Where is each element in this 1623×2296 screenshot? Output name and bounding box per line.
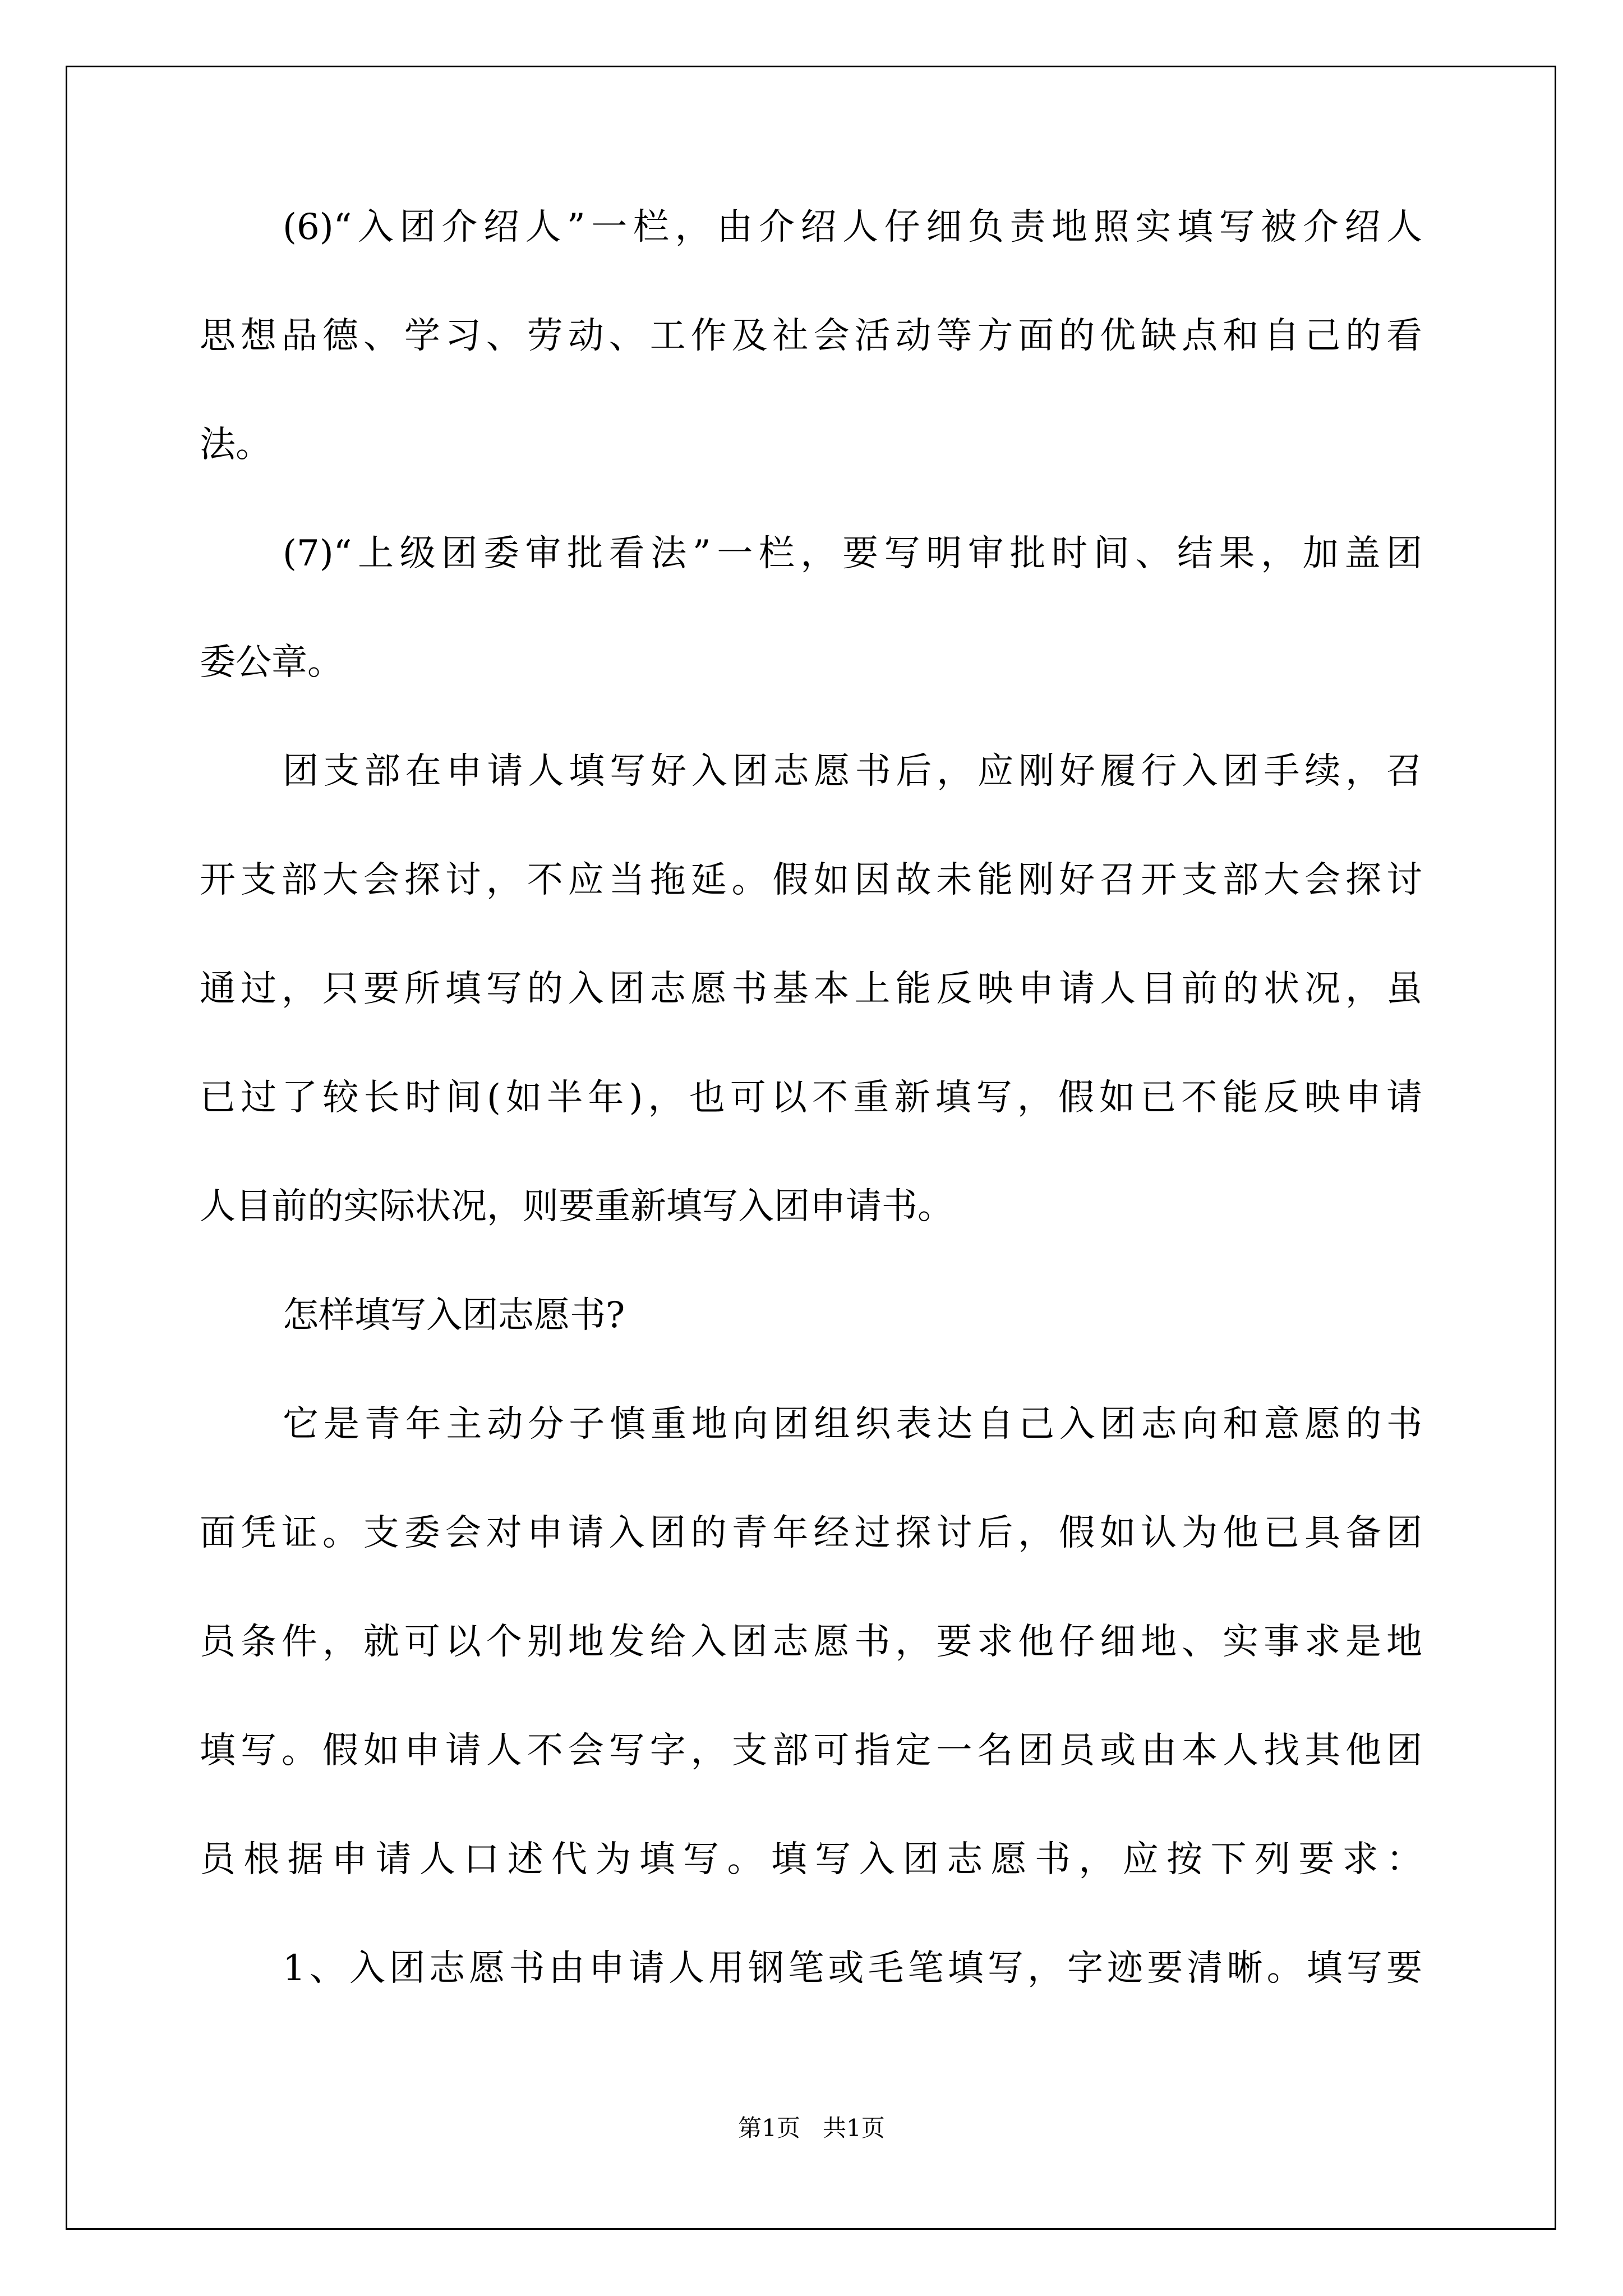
paragraph-line: 团支部在申请人填写好入团志愿书后，应刚好履行入团手续，召 — [283, 751, 1422, 792]
document-body — [200, 200, 1422, 2050]
paragraph-line: 已过了较长时间(如半年)，也可以不重新填写，假如已不能反映申请 — [200, 1077, 1422, 1119]
paragraph-line: 开支部大会探讨，不应当拖延。假如因故未能刚好召开支部大会探讨 — [200, 859, 1422, 901]
paragraph-line: 通过，只要所填写的入团志愿书基本上能反映申请人目前的状况，虽 — [200, 968, 1422, 1010]
paragraph-line: 面凭证。支委会对申请入团的青年经过探讨后，假如认为他已具备团 — [200, 1512, 1422, 1554]
paragraph-line: 1、入团志愿书由申请人用钢笔或毛笔填写，字迹要清晰。填写要 — [283, 1948, 1422, 1989]
paragraph-line: 它是青年主动分子慎重地向团组织表达自己入团志向和意愿的书 — [283, 1404, 1422, 1445]
paragraph-line: (7)“上级团委审批看法”一栏，要写明审批时间、结果，加盖团 — [283, 533, 1422, 574]
page-footer — [0, 2111, 1623, 2145]
paragraph-line: 员根据申请人口述代为填写。填写入团志愿书，应按下列要求： — [200, 1839, 1422, 1880]
paragraph-line: 员条件，就可以个别地发给入团志愿书，要求他仔细地、实事求是地 — [200, 1621, 1422, 1663]
paragraph-line: (6)“入团介绍人”一栏，由介绍人仔细负责地照实填写被介绍人 — [283, 206, 1422, 248]
paragraph-line: 法。 — [200, 424, 271, 466]
page-number-current: 第1页 — [738, 2114, 800, 2142]
paragraph-line: 填写。假如申请人不会写字，支部可指定一名团员或由本人找其他团 — [200, 1730, 1422, 1772]
paragraph-line: 委公章。 — [200, 642, 343, 683]
paragraph-line: 怎样填写入团志愿书? — [283, 1295, 625, 1336]
paragraph-line: 思想品德、学习、劳动、工作及社会活动等方面的优缺点和自己的看 — [200, 315, 1422, 357]
paragraph-line: 人目前的实际状况，则要重新填写入团申请书。 — [200, 1186, 953, 1227]
page-number-total: 共1页 — [823, 2114, 885, 2142]
